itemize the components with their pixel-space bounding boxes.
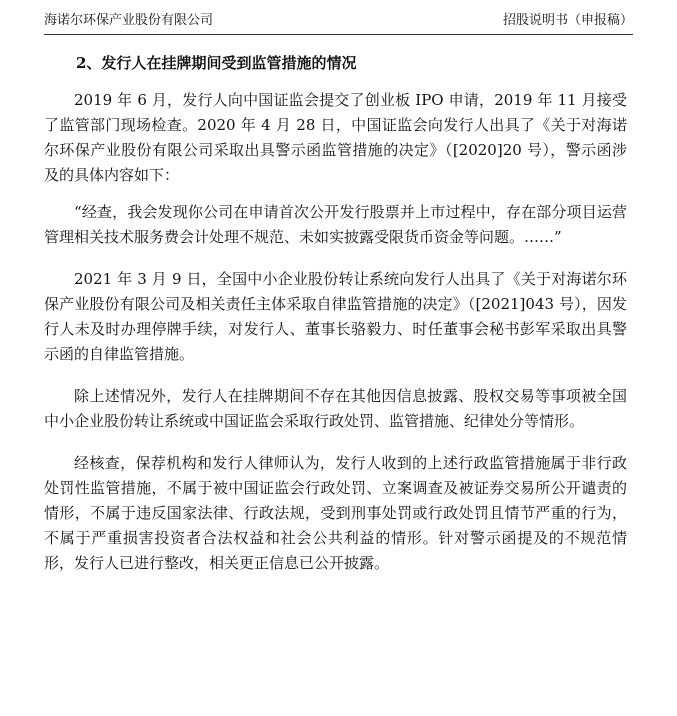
paragraph-verification-opinion: 经核查，保荐机构和发行人律师认为，发行人收到的上述行政监管措施属于非行政处罚性监管措施，不属于被中国证监会行政处罚、立案调查及被证券交易所公开谴责的情形，不属于违反国家法律、行政法规，受到刑事处罚或行政处罚且情节严重的行为，不属于严重损害投资者合法权益和社会公共利益的情形。针对警示函提及的不规范情形，发行人已进行整改，相关更正信息已公开披露。 bbox=[44, 454, 627, 572]
page-header bbox=[44, 12, 633, 35]
header-document-type: 招股说明书（申报稿） bbox=[502, 13, 633, 28]
paragraph-neeq-measure: 2021 年 3 月 9 日，全国中小企业股份转让系统向发行人出具了《关于对海诺尔环保产业股份有限公司及相关责任主体采取自律监管措施的决定》（[2021]043 号），因发行人未及时办理停牌手续，对发行人、董事长骆毅力、时任董事会秘书彭军采取出具警示函的自律监管措施。 bbox=[44, 270, 627, 363]
section-heading: 2、发行人在挂牌期间受到监管措施的情况 bbox=[76, 54, 357, 72]
paragraph-warning-quote: “经查，我会发现你公司在申请首次公开发行股票并上市过程中，存在部分项目运营管理相关技术服务费会计处理不规范、未如实披露受限货币资金等问题。……” bbox=[44, 203, 627, 246]
header-company-name: 海诺尔环保产业股份有限公司 bbox=[44, 13, 214, 28]
document-body bbox=[44, 48, 627, 576]
paragraph-other-situations: 除上述情况外，发行人在挂牌期间不存在其他因信息披露、股权交易等事项被全国中小企业股份转让系统或中国证监会采取行政处罚、监管措施、纪律处分等情形。 bbox=[44, 387, 627, 430]
paragraph-csrc-warning: 2019 年 6 月，发行人向中国证监会提交了创业板 IPO 申请，2019 年 11 月接受了监管部门现场检查。2020 年 4 月 28 日，中国证监会向发行人出具了《关于对海诺尔环保产业股份有限公司采取出具警示函监管措施的决定》（[2020]20 号），警示函涉及的具体内容如下： bbox=[44, 91, 627, 184]
